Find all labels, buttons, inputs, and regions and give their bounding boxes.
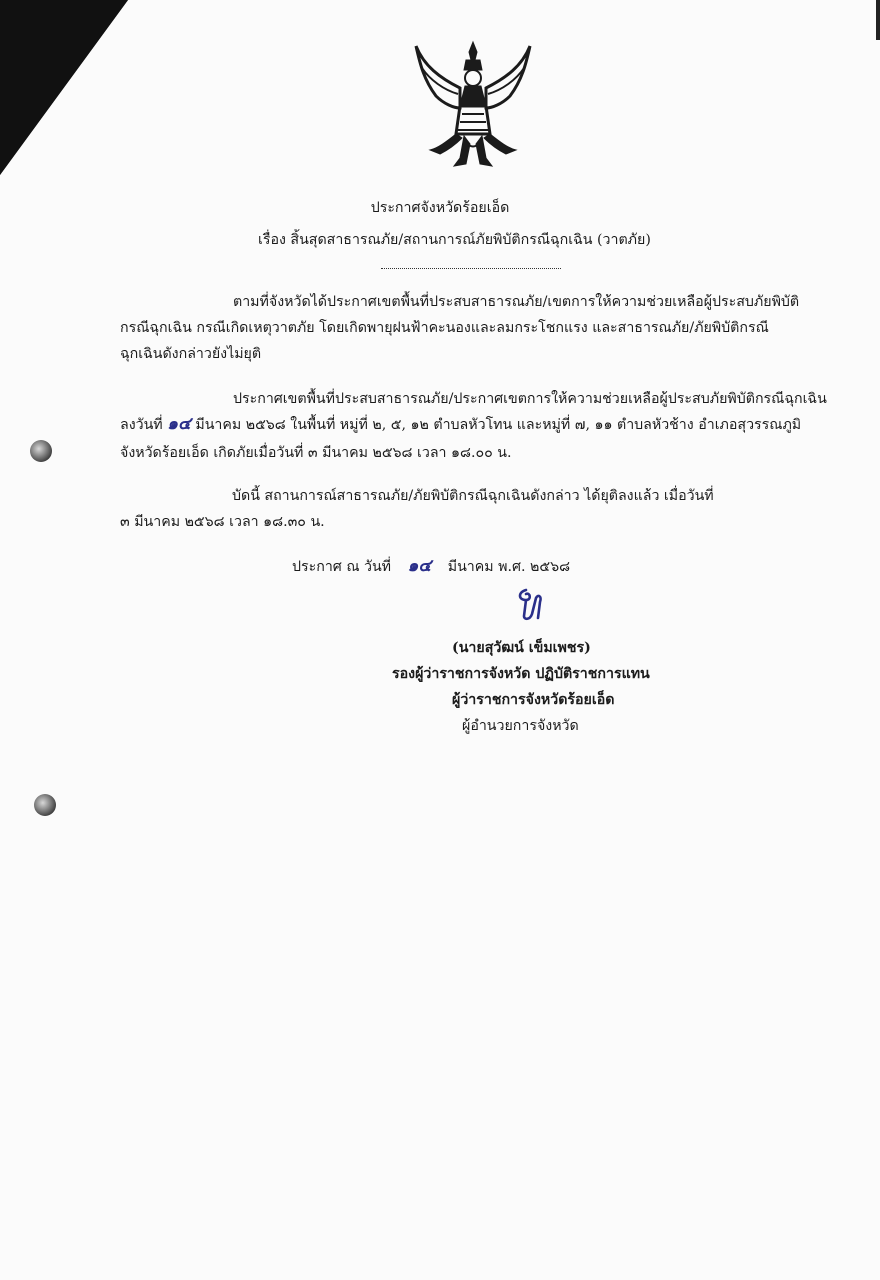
paragraph-3-line-2: ๓ มีนาคม ๒๕๖๘ เวลา ๑๘.๓๐ น. [120,514,325,530]
paragraph-2-line-2-rest: มีนาคม ๒๕๖๘ ในพื้นที่ หมู่ที่ ๒, ๕, ๑๒ ตำบลหัวโทน และหมู่ที่ ๗, ๑๑ ตำบลหัวช้าง อำเภอสุวรรณภูมิ [195,417,802,433]
paragraph-1-line-2: กรณีฉุกเฉิน กรณีเกิดเหตุวาตภัย โดยเกิดพายุฝนฟ้าคะนองและลมกระโชกแรง และสาธารณภัย/ภัยพิบัติกรณี [120,320,769,336]
punch-hole [34,794,56,816]
paragraph-1-line-1: ตามที่จังหวัดได้ประกาศเขตพื้นที่ประสบสาธารณภัย/เขตการให้ความช่วยเหลือผู้ประสบภัยพิบัติ [233,294,800,310]
handwritten-day: ๑๔ [407,556,432,576]
signer-title: ผู้ว่าราชการจังหวัดร้อยเอ็ด [452,692,615,708]
announcement-date [292,556,570,577]
document-subject: เรื่อง สิ้นสุดสาธารณภัย/สถานการณ์ภัยพิบัติกรณีฉุกเฉิน (วาตภัย) [258,232,651,248]
handwritten-signature [508,586,554,622]
signer-office: ผู้อำนวยการจังหวัด [462,718,579,734]
paragraph-2-line-1: ประกาศเขตพื้นที่ประสบสาธารณภัย/ประกาศเขตการให้ความช่วยเหลือผู้ประสบภัยพิบัติกรณีฉุกเฉิน [233,391,827,407]
page-edge-shadow [876,0,880,40]
document-title: ประกาศจังหวัดร้อยเอ็ด [370,200,510,216]
paragraph-2-line-3: จังหวัดร้อยเอ็ด เกิดภัยเมื่อวันที่ ๓ มีนาคม ๒๕๖๘ เวลา ๑๘.๐๐ น. [120,445,512,461]
paragraph-3-line-1: บัดนี้ สถานการณ์สาธารณภัย/ภัยพิบัติกรณีฉุกเฉินดังกล่าว ได้ยุติลงแล้ว เมื่อวันที่ [232,488,714,504]
announcement-date-suffix: มีนาคม พ.ศ. ๒๕๖๘ [447,559,571,575]
announcement-date-prefix: ประกาศ ณ วันที่ [292,559,392,575]
paragraph-1-line-3: ฉุกเฉินดังกล่าวยังไม่ยุติ [120,346,262,362]
date-label: ลงวันที่ [120,417,163,433]
dotted-separator [381,268,561,269]
paragraph-2-line-2 [120,414,801,435]
handwritten-day: ๑๔ [167,414,191,434]
punch-hole [30,440,52,462]
signer-name: (นายสุวัฒน์ เข็มเพชร) [452,640,591,656]
signer-position: รองผู้ว่าราชการจังหวัด ปฏิบัติราชการแทน [392,666,650,682]
garuda-emblem-icon [410,38,536,172]
